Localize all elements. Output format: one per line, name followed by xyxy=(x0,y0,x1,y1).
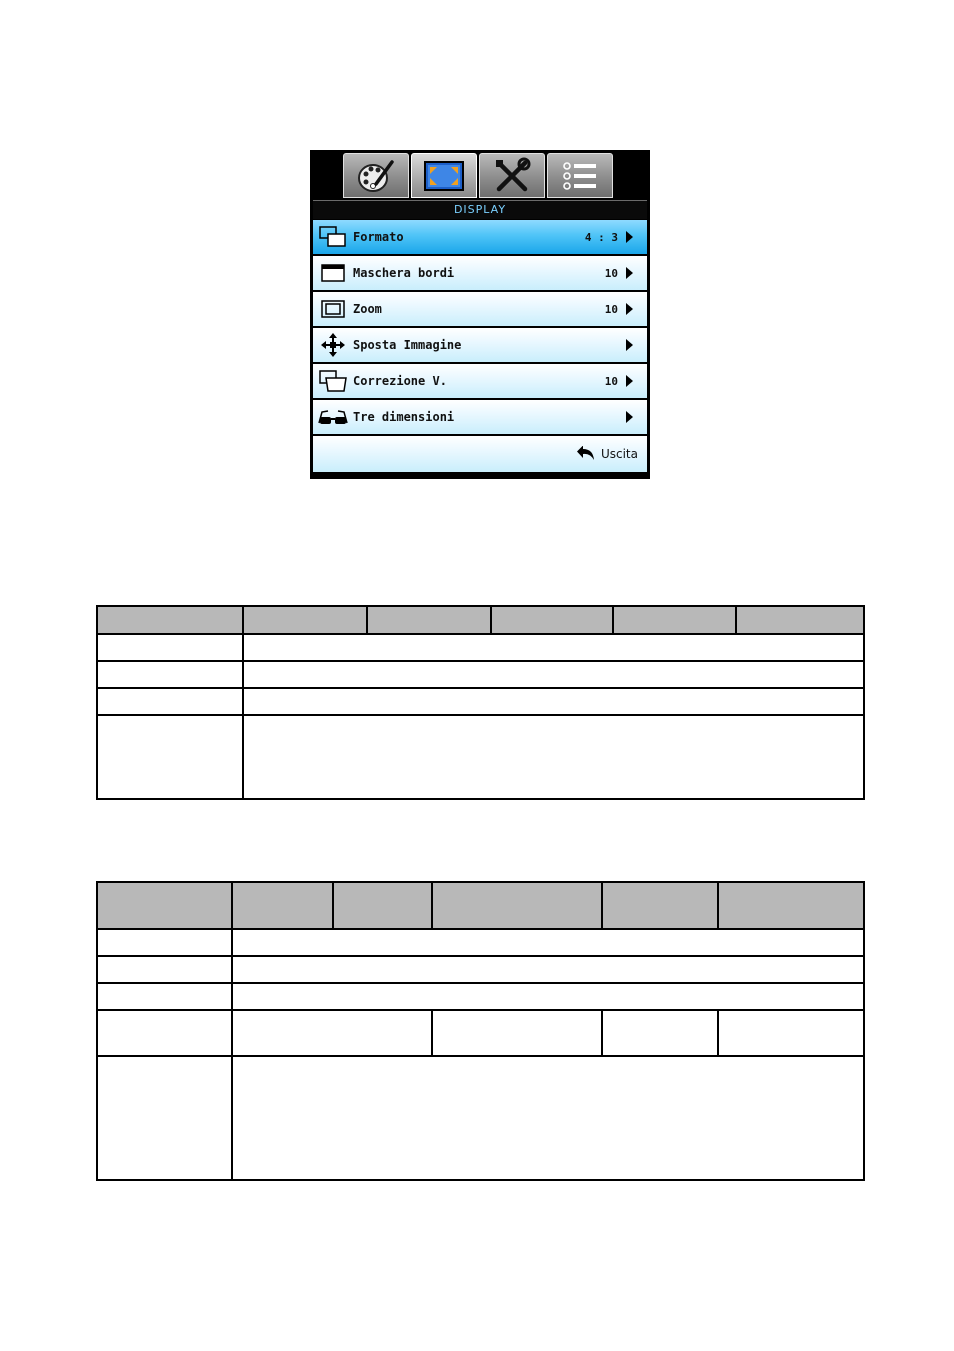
tab-settings[interactable] xyxy=(479,153,545,198)
display-icon xyxy=(423,159,465,193)
table-cell xyxy=(232,983,864,1010)
tab-image[interactable] xyxy=(343,153,409,198)
table-row xyxy=(97,688,864,715)
osd-menu xyxy=(310,150,650,479)
table-cell xyxy=(232,929,864,956)
table-cell xyxy=(97,661,243,688)
table-cell xyxy=(97,983,232,1010)
menu-item-value: 4 : 3 xyxy=(584,230,618,244)
table-cell xyxy=(97,715,243,799)
table-header-cell xyxy=(243,606,367,634)
table-cell xyxy=(232,956,864,983)
menu-tabs xyxy=(343,153,614,198)
tab-display[interactable] xyxy=(411,153,477,198)
table-header-cell xyxy=(232,882,333,929)
aspect-ratio-icon xyxy=(313,220,353,254)
tools-icon xyxy=(493,157,531,195)
table-row xyxy=(97,715,864,799)
exit-button[interactable] xyxy=(313,436,647,472)
table-header-row xyxy=(97,606,864,634)
zoom-icon xyxy=(313,292,353,326)
settings-table-2 xyxy=(96,881,865,1181)
palette-icon xyxy=(356,157,396,195)
table-cell xyxy=(97,688,243,715)
table-row xyxy=(97,983,864,1010)
table-header-cell xyxy=(613,606,736,634)
menu-item-correzione-v[interactable] xyxy=(313,364,647,398)
exit-label: Uscita xyxy=(600,447,638,461)
table-cell xyxy=(243,634,864,661)
table-cell xyxy=(97,956,232,983)
table-header-cell xyxy=(97,606,243,634)
table-row xyxy=(97,634,864,661)
chevron-right-icon xyxy=(626,303,633,315)
menu-item-zoom[interactable] xyxy=(313,292,647,326)
table-cell xyxy=(718,1010,864,1056)
table-row xyxy=(97,929,864,956)
table-cell xyxy=(97,1056,232,1180)
table-cell xyxy=(97,929,232,956)
table-row xyxy=(97,1010,864,1056)
chevron-right-icon xyxy=(626,231,633,243)
menu-item-value: 10 xyxy=(604,374,618,388)
tab-options[interactable] xyxy=(547,153,613,198)
menu-item-value: 10 xyxy=(604,266,618,280)
menu-item-label: Correzione V. xyxy=(353,374,447,388)
table-cell xyxy=(232,1010,432,1056)
menu-list xyxy=(313,220,647,474)
table-cell xyxy=(432,1010,602,1056)
table-cell xyxy=(243,688,864,715)
table-cell xyxy=(243,715,864,799)
3d-glasses-icon xyxy=(313,400,353,434)
table-row xyxy=(97,661,864,688)
table-cell xyxy=(97,634,243,661)
menu-item-maschera-bordi[interactable] xyxy=(313,256,647,290)
menu-item-formato[interactable] xyxy=(313,220,647,254)
chevron-right-icon xyxy=(626,339,633,351)
settings-table-1 xyxy=(96,605,865,800)
menu-title: DISPLAY xyxy=(313,200,647,219)
table-row xyxy=(97,1056,864,1180)
menu-item-label: Formato xyxy=(353,230,404,244)
options-list-icon xyxy=(561,159,599,193)
chevron-right-icon xyxy=(626,267,633,279)
menu-item-value: 10 xyxy=(604,302,618,316)
table-cell xyxy=(243,661,864,688)
edge-mask-icon xyxy=(313,256,353,290)
keystone-icon xyxy=(313,364,353,398)
return-arrow-icon xyxy=(576,446,596,462)
table-header-cell xyxy=(736,606,864,634)
table-header-cell xyxy=(432,882,602,929)
chevron-right-icon xyxy=(626,375,633,387)
menu-item-label: Maschera bordi xyxy=(353,266,455,280)
table-header-row xyxy=(97,882,864,929)
table-row xyxy=(97,956,864,983)
table-header-cell xyxy=(367,606,491,634)
table-cell xyxy=(602,1010,718,1056)
chevron-right-icon xyxy=(626,411,633,423)
menu-item-sposta-immagine[interactable] xyxy=(313,328,647,362)
table-header-cell xyxy=(333,882,432,929)
table-cell xyxy=(97,1010,232,1056)
menu-item-label: Tre dimensioni xyxy=(353,410,455,424)
menu-item-label: Sposta Immagine xyxy=(353,338,462,352)
table-header-cell xyxy=(718,882,864,929)
table-header-cell xyxy=(602,882,718,929)
image-shift-icon xyxy=(313,328,353,362)
table-header-cell xyxy=(97,882,232,929)
menu-item-label: Zoom xyxy=(353,302,382,316)
menu-item-tre-dimensioni[interactable] xyxy=(313,400,647,434)
table-cell xyxy=(232,1056,864,1180)
table-header-cell xyxy=(491,606,613,634)
